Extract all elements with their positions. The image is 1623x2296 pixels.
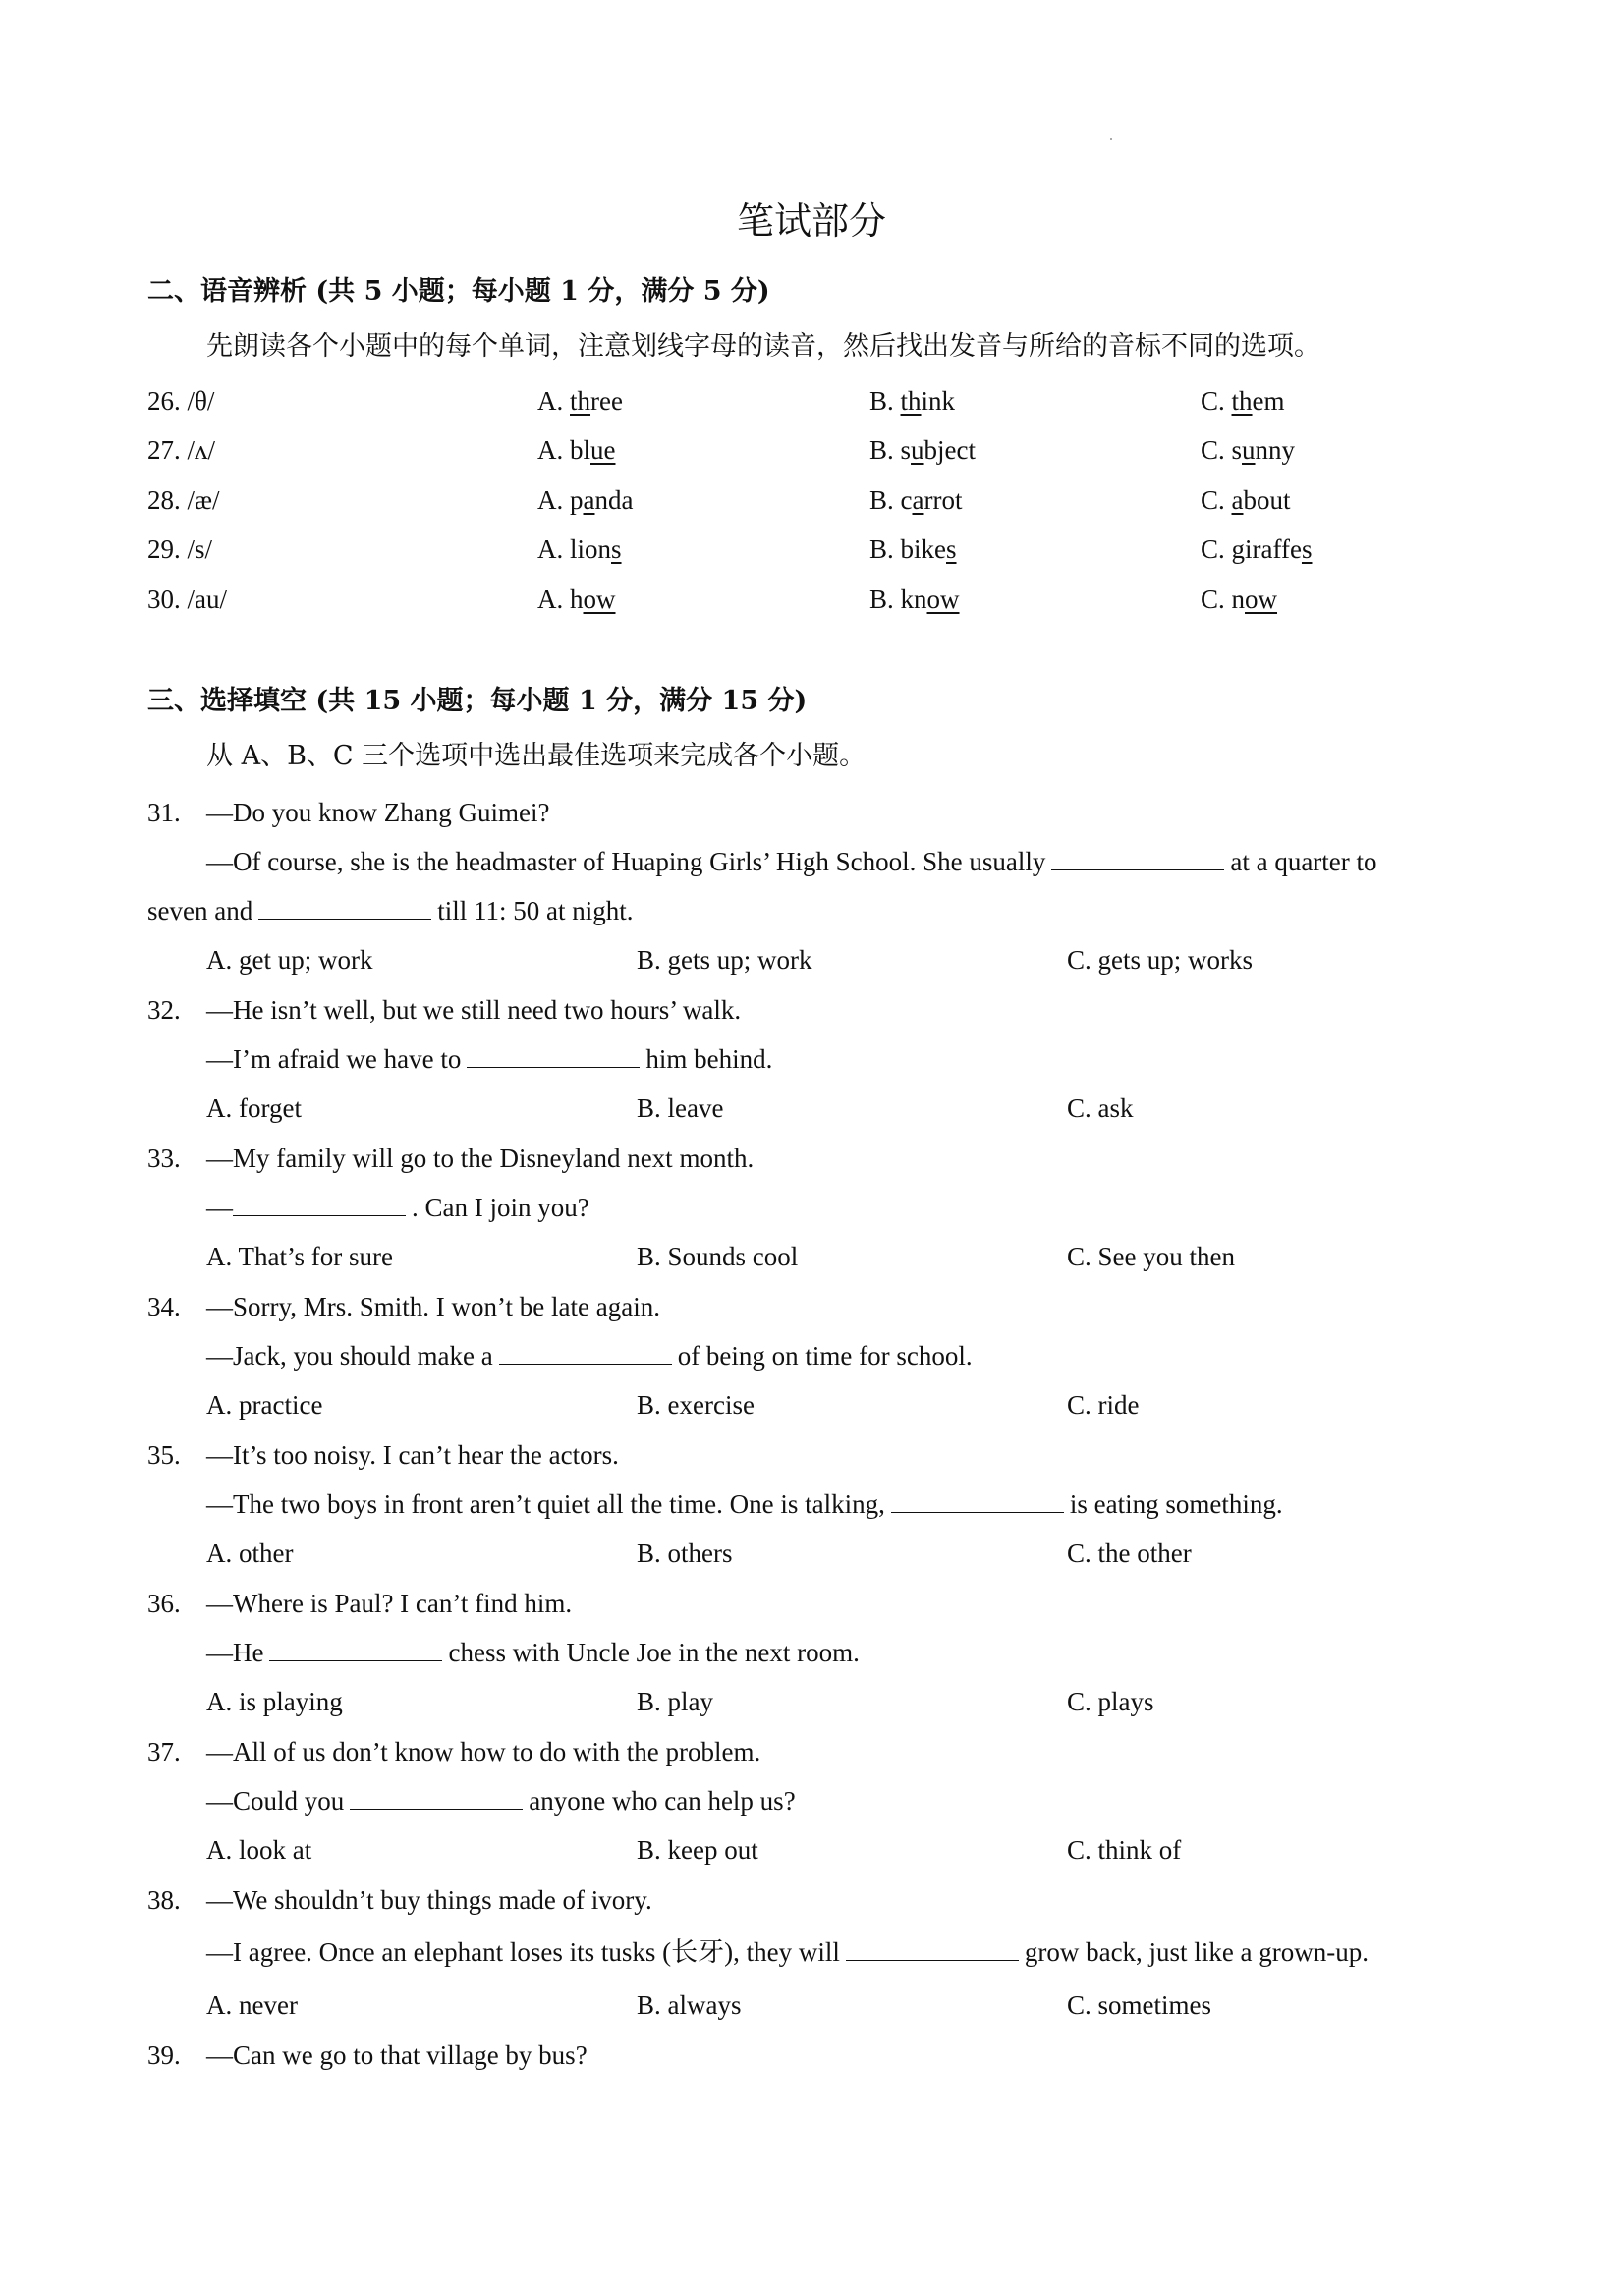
phonics-number: 30. /au/ (147, 585, 227, 614)
phonics-underlined: u (911, 435, 924, 465)
phonics-option-c (1201, 532, 1312, 566)
option-b: B. always (637, 1990, 742, 2020)
option-c: C. See you then (1067, 1242, 1235, 1271)
dialog-line: — . Can I join you? (206, 1193, 589, 1222)
phonics-option-c (1201, 483, 1291, 517)
dialog-line: seven and till 11: 50 at night. (147, 896, 634, 925)
phonics-option-b (869, 583, 960, 616)
option-b: B. gets up; work (637, 945, 812, 975)
phonics-prefix: A. p (537, 485, 584, 515)
option-c: C. the other (1067, 1539, 1192, 1568)
section3-heading: 三、选择填空 (共 15 小题；每小题 1 分，满分 15 分) (147, 686, 808, 716)
answer-blank (1051, 846, 1224, 870)
phonics-option-a (537, 532, 622, 566)
option-a: A. never (206, 1990, 298, 2020)
phonics-prefix: B. bike (869, 534, 946, 564)
phonics-option-a (537, 384, 623, 418)
dialog-line: —He isn’t well, but we still need two hours’ walk. (206, 995, 742, 1025)
option-c: C. gets up; works (1067, 945, 1253, 975)
answer-blank (467, 1043, 640, 1068)
dialog-line: —I’m afraid we have to him behind. (206, 1044, 773, 1074)
phonics-suffix: nda (594, 485, 634, 515)
option-a: A. That’s for sure (206, 1242, 393, 1271)
option-c: C. sometimes (1067, 1990, 1211, 2020)
dialog-line: —The two boys in front aren’t quiet all the time. One is talking, is eating something. (206, 1489, 1283, 1519)
dialog-line: —All of us don’t know how to do with the problem. (206, 1737, 761, 1766)
phonics-prefix: C. (1201, 485, 1232, 515)
phonics-underlined: a (1231, 485, 1244, 515)
phonics-underlined: s (611, 534, 622, 564)
option-c: C. think of (1067, 1835, 1182, 1865)
phonics-prefix: B. c (869, 485, 913, 515)
phonics-suffix: ink (921, 386, 956, 416)
answer-blank (499, 1340, 672, 1365)
phonics-prefix: A. lion (537, 534, 612, 564)
phonics-prefix: C. (1201, 386, 1232, 416)
phonics-number: 26. /θ/ (147, 386, 215, 416)
answer-blank (258, 895, 431, 920)
phonics-underlined: a (583, 485, 595, 515)
phonics-suffix: rrot (923, 485, 963, 515)
phonics-prefix: A. (537, 386, 570, 416)
dialog-line: —Where is Paul? I can’t find him. (206, 1589, 573, 1618)
dialog-line: —Jack, you should make a of being on time for school. (206, 1341, 973, 1371)
question-number: 36. (147, 1589, 181, 1618)
phonics-prefix: A. h (537, 585, 584, 614)
dialog-line: —I agree. Once an elephant loses its tusks (长牙), they will grow back, just like a grown-up. (206, 1937, 1370, 1967)
dialog-line: —Can we go to that village by bus? (206, 2041, 588, 2070)
phonics-underlined: s (1301, 534, 1313, 564)
dialog-line: —It’s too noisy. I can’t hear the actors. (206, 1440, 619, 1470)
phonics-option-c (1201, 433, 1295, 467)
dialog-line: —We shouldn’t buy things made of ivory. (206, 1885, 652, 1915)
phonics-option-b (869, 384, 955, 418)
phonics-underlined: u (1242, 435, 1256, 465)
phonics-underlined: s (946, 534, 957, 564)
phonics-suffix: em (1252, 386, 1285, 416)
option-a: A. forget (206, 1093, 302, 1123)
option-a: A. get up; work (206, 945, 373, 975)
question-number: 31. (147, 798, 181, 827)
phonics-suffix: bout (1243, 485, 1291, 515)
phonics-suffix: bject (923, 435, 977, 465)
section3-instruction: 从 A、B、C 三个选项中选出最佳选项来完成各个小题。 (206, 741, 867, 771)
phonics-underlined: ow (1245, 585, 1278, 614)
dialog-line: —He chess with Uncle Joe in the next room. (206, 1638, 860, 1667)
option-b: B. keep out (637, 1835, 758, 1865)
phonics-option-c (1201, 583, 1277, 616)
phonics-option-b (869, 483, 962, 517)
phonics-option-c (1201, 384, 1285, 418)
phonics-number: 28. /æ/ (147, 485, 220, 515)
phonics-underlined: ue (590, 435, 616, 465)
question-number: 32. (147, 995, 181, 1025)
phonics-prefix: C. n (1201, 585, 1246, 614)
phonics-prefix: B. kn (869, 585, 927, 614)
answer-blank (891, 1488, 1064, 1513)
dialog-line: —Sorry, Mrs. Smith. I won’t be late again. (206, 1292, 660, 1321)
question-number: 38. (147, 1885, 181, 1915)
dialog-line: —My family will go to the Disneyland next month. (206, 1144, 755, 1173)
phonics-prefix: B. s (869, 435, 912, 465)
option-a: A. is playing (206, 1687, 343, 1716)
question-number: 39. (147, 2041, 181, 2070)
option-a: A. look at (206, 1835, 312, 1865)
phonics-option-b (869, 433, 976, 467)
page-title: 笔试部分 (736, 199, 886, 243)
phonics-underlined: th (570, 386, 591, 416)
phonics-underlined: th (1231, 386, 1253, 416)
answer-blank (233, 1192, 406, 1216)
option-b: B. leave (637, 1093, 724, 1123)
answer-blank (350, 1785, 523, 1810)
phonics-option-a (537, 483, 633, 517)
phonics-underlined: ow (583, 585, 616, 614)
option-b: B. exercise (637, 1390, 755, 1420)
question-number: 34. (147, 1292, 181, 1321)
question-number: 35. (147, 1440, 181, 1470)
option-b: B. play (637, 1687, 713, 1716)
option-c: C. plays (1067, 1687, 1154, 1716)
option-c: C. ride (1067, 1390, 1140, 1420)
scan-dot (1110, 138, 1112, 140)
phonics-prefix: B. (869, 386, 901, 416)
option-b: B. others (637, 1539, 733, 1568)
phonics-option-a (537, 583, 616, 616)
answer-blank (269, 1637, 442, 1661)
dialog-line: —Do you know Zhang Guimei? (206, 798, 550, 827)
option-c: C. ask (1067, 1093, 1134, 1123)
option-b: B. Sounds cool (637, 1242, 799, 1271)
phonics-prefix: A. bl (537, 435, 590, 465)
phonics-option-a (537, 433, 615, 467)
dialog-line: —Could you anyone who can help us? (206, 1786, 796, 1816)
phonics-suffix: nny (1255, 435, 1296, 465)
phonics-number: 29. /s/ (147, 534, 213, 564)
phonics-prefix: C. s (1201, 435, 1243, 465)
phonics-underlined: ow (926, 585, 960, 614)
phonics-underlined: th (900, 386, 922, 416)
phonics-suffix: ree (590, 386, 623, 416)
question-number: 33. (147, 1144, 181, 1173)
option-a: A. other (206, 1539, 294, 1568)
dialog-line: —Of course, she is the headmaster of Huaping Girls’ High School. She usually at a quarter to (206, 847, 1377, 876)
phonics-option-b (869, 532, 957, 566)
phonics-number: 27. /ʌ/ (147, 435, 216, 465)
question-number: 37. (147, 1737, 181, 1766)
section2-heading: 二、语音辨析 (共 5 小题；每小题 1 分，满分 5 分) (147, 276, 770, 307)
phonics-underlined: a (912, 485, 924, 515)
answer-blank (846, 1936, 1019, 1961)
section2-instruction: 先朗读各个小题中的每个单词，注意划线字母的读音，然后找出发音与所给的音标不同的选项。 (206, 331, 1320, 362)
phonics-prefix: C. giraffe (1201, 534, 1302, 564)
option-a: A. practice (206, 1390, 323, 1420)
